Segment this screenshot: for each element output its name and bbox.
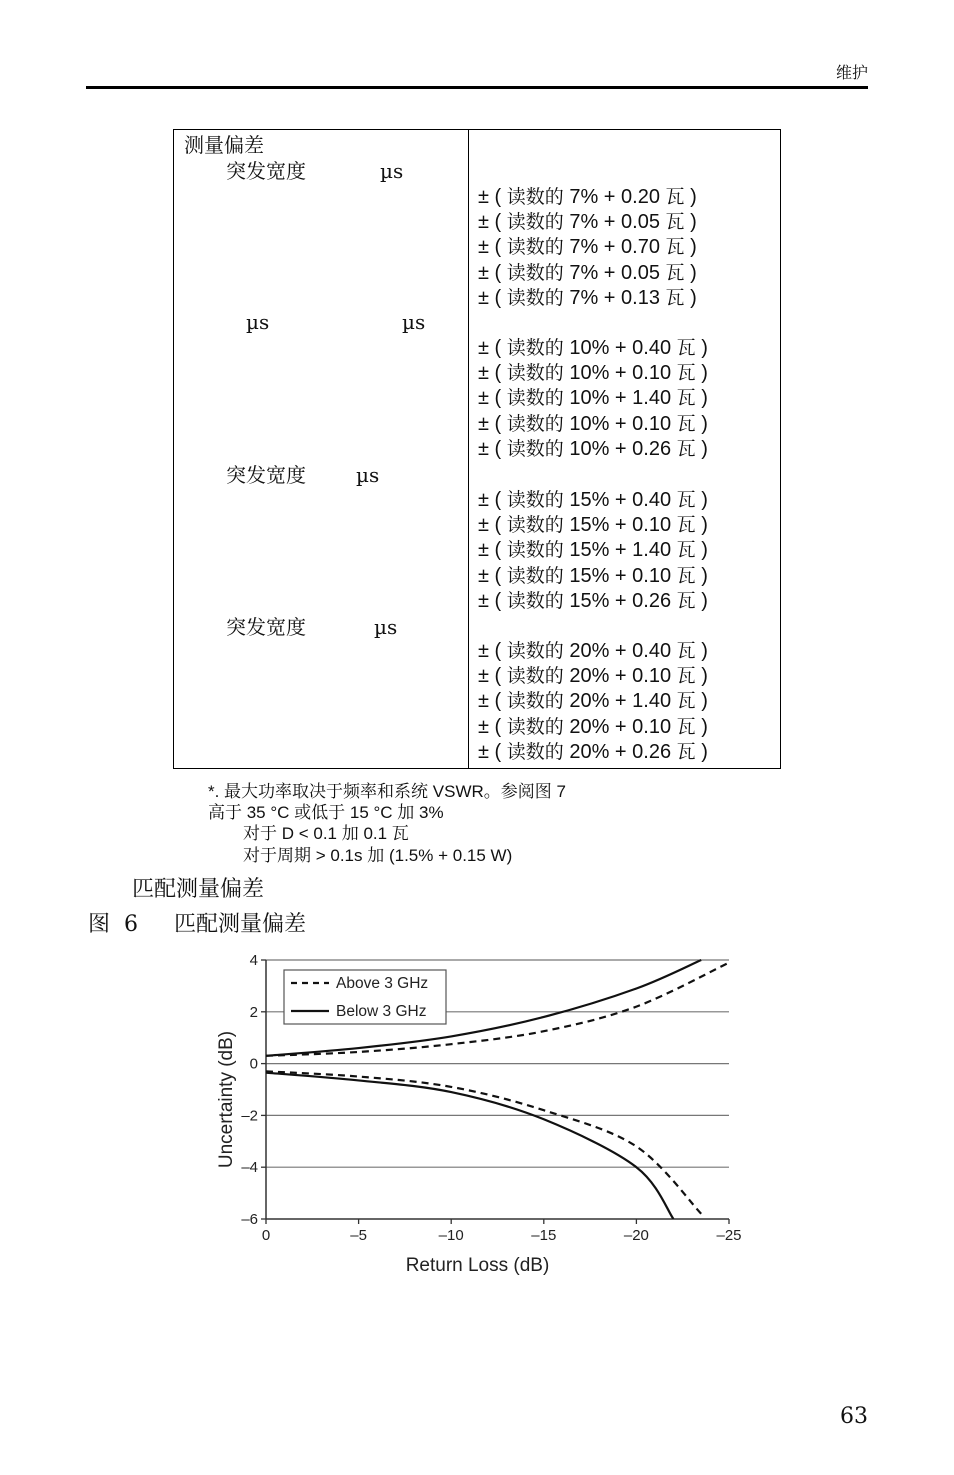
y-tick-label: –4 xyxy=(241,1159,258,1177)
value-row xyxy=(478,740,708,764)
value-row-part: ± ( xyxy=(478,740,507,763)
value-row-part: 瓦 xyxy=(665,286,685,309)
value-row-part: ± ( xyxy=(478,261,507,284)
value-row-part: ) xyxy=(695,437,708,460)
value-row-part: 瓦 xyxy=(676,589,696,612)
value-row-part: 读数的 xyxy=(506,589,564,612)
x-axis-label: Return Loss (dB) xyxy=(405,1255,550,1276)
y-tick-label: 0 xyxy=(249,1055,258,1073)
value-row xyxy=(478,386,708,410)
value-row-part: 读数的 xyxy=(506,564,564,587)
value-row xyxy=(478,513,708,537)
value-row-part: 读数的 xyxy=(506,665,564,688)
section-title: 匹配测量偏差 xyxy=(132,877,265,902)
table-column-divider xyxy=(468,130,469,768)
figure-label: 图 xyxy=(88,912,111,937)
value-row-part: ) xyxy=(695,387,708,410)
value-row-part: ± ( xyxy=(478,564,507,587)
value-row-part: ) xyxy=(695,715,708,738)
value-row-part: 20% + 0.10 xyxy=(569,715,672,738)
figure-caption xyxy=(88,911,306,939)
value-row-part: 读数的 xyxy=(506,362,564,385)
value-row-part: 15% + 0.10 xyxy=(569,514,672,537)
value-row-part: ) xyxy=(695,589,708,612)
value-row-part: 读数的 xyxy=(506,690,564,713)
y-tick-label: 2 xyxy=(249,1003,258,1021)
value-row-part: ± ( xyxy=(478,437,507,460)
value-row xyxy=(478,689,708,713)
value-row-part: ± ( xyxy=(478,690,507,713)
page-number: 63 xyxy=(840,1404,868,1429)
value-row-part: ± ( xyxy=(478,387,507,410)
value-row-part: ) xyxy=(695,539,708,562)
value-row xyxy=(478,639,708,663)
value-row-part: 读数的 xyxy=(506,412,564,435)
value-row-part: 20% + 0.10 xyxy=(569,665,672,688)
value-row-part: 10% + 0.10 xyxy=(569,362,672,385)
value-row-part: 瓦 xyxy=(676,715,696,738)
footnote-1: *. 最大功率取决于频率和系统 VSWR。参阅图 7 xyxy=(208,782,566,801)
value-row xyxy=(478,210,697,234)
value-row-part: ) xyxy=(695,489,708,511)
group-2-unit-b: µs xyxy=(402,310,426,334)
value-row xyxy=(478,437,708,461)
value-row xyxy=(478,185,697,209)
value-row-part: 读数的 xyxy=(506,640,564,662)
value-row-part: 读数的 xyxy=(506,715,564,738)
value-row-part: 15% + 1.40 xyxy=(569,539,672,562)
value-row-part: 瓦 xyxy=(665,261,685,284)
uncertainty-chart xyxy=(205,945,750,1280)
value-row-part: ) xyxy=(695,690,708,713)
value-row-part: 20% + 0.26 xyxy=(569,740,672,763)
value-row-part: 瓦 xyxy=(676,564,696,587)
legend-entry: Above 3 GHz xyxy=(336,975,429,992)
value-row xyxy=(478,261,697,285)
value-row-part: ) xyxy=(695,514,708,537)
value-row-part: 15% + 0.10 xyxy=(569,564,672,587)
legend-entry: Below 3 GHz xyxy=(336,1003,427,1020)
value-row-part: ± ( xyxy=(478,412,507,435)
group-2-unit-a: µs xyxy=(246,310,270,334)
value-row-part: ) xyxy=(695,412,708,435)
value-row-part: 瓦 xyxy=(676,665,696,688)
value-row xyxy=(478,412,708,436)
value-row-part: ± ( xyxy=(478,514,507,537)
value-row-part: ± ( xyxy=(478,640,507,662)
figure-number: 6 xyxy=(124,912,139,937)
value-row-part: ) xyxy=(684,261,697,284)
group-4-unit: µs xyxy=(374,615,398,639)
value-row-part: ) xyxy=(695,665,708,688)
value-row-part: ± ( xyxy=(478,715,507,738)
group-1-unit: µs xyxy=(380,159,404,183)
value-row xyxy=(478,564,708,588)
x-tick-label: 0 xyxy=(261,1227,271,1244)
value-row xyxy=(478,361,708,385)
footnote-3: 对于 D < 0.1 加 0.1 瓦 xyxy=(243,824,409,843)
value-row-part: ) xyxy=(695,640,708,662)
x-tick-label: –15 xyxy=(531,1227,557,1244)
value-row-part: 瓦 xyxy=(676,640,696,662)
value-row-part: ) xyxy=(684,211,697,234)
y-tick-label: –2 xyxy=(241,1107,258,1125)
value-row xyxy=(478,286,697,310)
value-row-part: 瓦 xyxy=(676,489,696,511)
value-row-part: 读数的 xyxy=(506,261,564,284)
value-row-part: 读数的 xyxy=(506,286,564,309)
value-row-part: ) xyxy=(684,186,697,208)
footnote-4: 对于周期 > 0.1s 加 (1.5% + 0.15 W) xyxy=(243,846,513,865)
value-row-part: 瓦 xyxy=(676,337,696,359)
value-row-part: ± ( xyxy=(478,236,507,259)
value-row-part: 读数的 xyxy=(506,489,564,511)
value-row-part: 读数的 xyxy=(506,186,564,208)
value-row-part: 瓦 xyxy=(665,236,685,259)
group-3-unit: µs xyxy=(356,463,380,487)
value-row-part: ± ( xyxy=(478,589,507,612)
value-row-part: 10% + 0.40 xyxy=(569,337,672,359)
value-row-part: 15% + 0.26 xyxy=(569,589,672,612)
value-row-part: 20% + 1.40 xyxy=(569,690,672,713)
value-row xyxy=(478,715,708,739)
header-title: 维护 xyxy=(835,63,868,82)
value-row-part: 7% + 0.05 xyxy=(569,211,660,234)
spec-table xyxy=(173,129,781,769)
value-row-part: 读数的 xyxy=(506,437,564,460)
value-row-part: ± ( xyxy=(478,362,507,385)
value-row-part: 读数的 xyxy=(506,211,564,234)
value-row-part: 7% + 0.70 xyxy=(569,236,660,259)
value-row-part: ± ( xyxy=(478,186,507,208)
value-row-part: 瓦 xyxy=(665,211,685,234)
value-row xyxy=(478,488,708,512)
value-row-part: 7% + 0.13 xyxy=(569,286,660,309)
value-row-part: ) xyxy=(695,740,708,763)
value-row-part: 读数的 xyxy=(506,514,564,537)
series-1-lower-line xyxy=(266,1071,701,1213)
y-tick-label: 4 xyxy=(249,952,258,969)
value-row-part: 瓦 xyxy=(676,387,696,410)
value-row-part: ± ( xyxy=(478,211,507,234)
x-tick-label: –5 xyxy=(350,1227,367,1244)
group-3-label: 突发宽度 xyxy=(226,463,306,487)
value-row-part: ) xyxy=(684,286,697,309)
x-tick-label: –20 xyxy=(623,1227,649,1244)
value-row-part: ± ( xyxy=(478,286,507,309)
y-axis-label: Uncertainty (dB) xyxy=(216,1030,237,1169)
value-row-part: 读数的 xyxy=(506,740,564,763)
value-row xyxy=(478,538,708,562)
x-tick-label: –10 xyxy=(438,1227,464,1244)
value-row-part: 20% + 0.40 xyxy=(569,640,672,662)
value-row-part: 瓦 xyxy=(676,539,696,562)
value-row-part: ) xyxy=(684,236,697,259)
figure-title: 匹配测量偏差 xyxy=(174,912,307,937)
value-row-part: 瓦 xyxy=(676,437,696,460)
y-tick-label: –6 xyxy=(241,1211,258,1228)
value-row-part: 读数的 xyxy=(506,236,564,259)
value-row-part: ± ( xyxy=(478,337,507,359)
value-row-part: 10% + 0.26 xyxy=(569,437,672,460)
value-row-part: 读数的 xyxy=(506,337,564,359)
footnote-2: 高于 35 °C 或低于 15 °C 加 3% xyxy=(208,803,444,822)
group-4-label: 突发宽度 xyxy=(226,615,306,639)
value-row xyxy=(478,589,708,613)
value-row-part: ± ( xyxy=(478,665,507,688)
series-2-lower-line xyxy=(266,1073,673,1219)
group-1-label: 突发宽度 xyxy=(226,159,306,183)
table-heading: 测量偏差 xyxy=(184,133,264,157)
value-row-part: 读数的 xyxy=(506,387,564,410)
value-row-part: 15% + 0.40 xyxy=(569,489,672,511)
value-row-part: 瓦 xyxy=(676,412,696,435)
value-row-part: 瓦 xyxy=(676,690,696,713)
value-row-part: 瓦 xyxy=(676,514,696,537)
value-row-part: 瓦 xyxy=(676,740,696,763)
value-row-part: ± ( xyxy=(478,489,507,511)
value-row-part: 瓦 xyxy=(676,362,696,385)
value-row-part: ) xyxy=(695,362,708,385)
value-row xyxy=(478,336,708,360)
value-row-part: 瓦 xyxy=(665,186,685,208)
value-row xyxy=(478,664,708,688)
value-row-part: 7% + 0.20 xyxy=(569,186,660,208)
value-row-part: 读数的 xyxy=(506,539,564,562)
value-row-part: 10% + 1.40 xyxy=(569,387,672,410)
value-row xyxy=(478,235,697,259)
value-row-part: 10% + 0.10 xyxy=(569,412,672,435)
x-tick-label: –25 xyxy=(716,1227,742,1244)
page-header xyxy=(86,56,868,89)
value-row-part: 7% + 0.05 xyxy=(569,261,660,284)
value-row-part: ) xyxy=(695,337,708,359)
value-row-part: ) xyxy=(695,564,708,587)
value-row-part: ± ( xyxy=(478,539,507,562)
